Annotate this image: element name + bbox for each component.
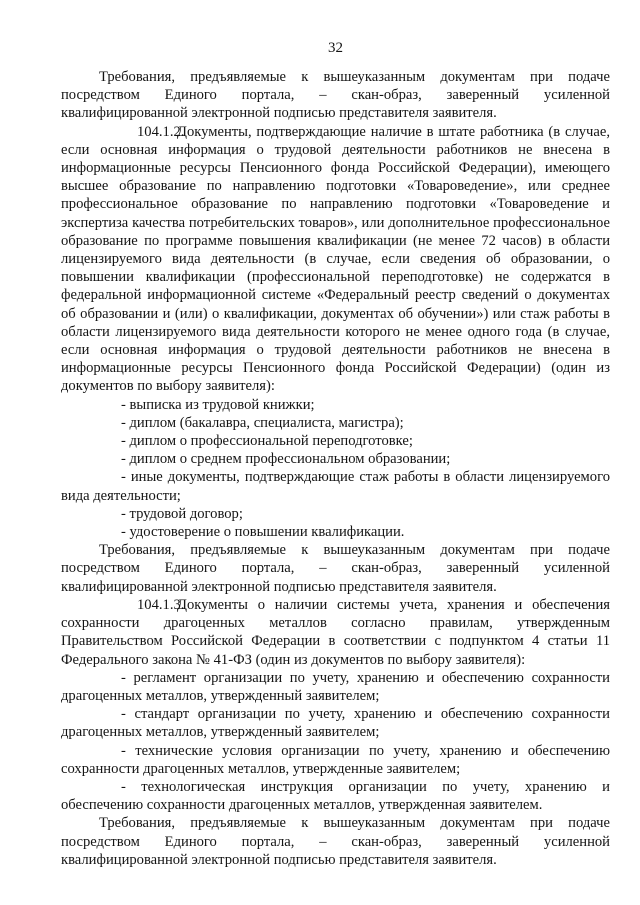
list-item: - выписка из трудовой книжки; (121, 396, 315, 413)
list-item: - технические условия организации по учету, хранению и обеспечению сохранности драгоценных металлов, утвержденные заявителем; (61, 742, 610, 777)
list-item: - диплом о профессиональной переподготовке; (121, 433, 413, 450)
clause-number: 104.1.3. (137, 596, 185, 613)
list-item: - стандарт организации по учету, хранению и обеспечению сохранности драгоценных металлов, утвержденный заявителем; (61, 706, 610, 741)
list-item: - регламент организации по учету, хранению и обеспечению сохранности драгоценных металлов, утвержденный заявителем; (61, 669, 610, 704)
clause-text: Документы о наличии системы учета, хранения и обеспечения сохранности драгоценных металлов согласно правилам, утвержденным Правительством Российской Федерации в соответствии с подпунктом 4 статьи 11 Федерального закона № 41-ФЗ (один из документов по выбору заявителя): (61, 596, 610, 668)
list-item: - иные документы, подтверждающие стаж работы в области лицензируемого вида деятельности; (61, 469, 610, 504)
clause-paragraph (61, 596, 610, 669)
requirements-paragraph: Требования, предъявляемые к вышеуказанным документам при подаче посредством Единого портала, – скан-образ, заверенный усиленной квалифицированной электронной подписью представителя заявителя. (61, 542, 610, 595)
list-item: - технологическая инструкция организации по учету, хранению и обеспечению сохранности драгоценных металлов, утвержденная заявителем. (61, 778, 610, 814)
requirements-paragraph: Требования, предъявляемые к вышеуказанным документам при подаче посредством Единого портала, – скан-образ, заверенный усиленной квалифицированной электронной подписью представителя заявителя. (61, 69, 610, 122)
list-item: - удостоверение о повышении квалификации. (121, 524, 405, 541)
list-item: - диплом (бакалавра, специалиста, магистра); (121, 414, 404, 431)
requirements-paragraph: Требования, предъявляемые к вышеуказанным документам при подаче посредством Единого портала, – скан-образ, заверенный усиленной квалифицированной электронной подписью представителя заявителя. (61, 815, 610, 868)
list-item: - трудовой договор; (121, 505, 243, 522)
page-number: 32 (328, 40, 343, 56)
clause-paragraph (61, 123, 610, 396)
clause-text: Документы, подтверждающие наличие в штате работника (в случае, если основная информация о трудовой деятельности работников не внесена в информационные ресурсы Пенсионного фонда Российской Федерации), имеющего высшее образование по направлению подготовки «Товароведение», или среднее профессиональное образование по направлению подготовки «Товароведение и экспертиза качества потребительских товаров», или дополнительное профессиональное образование по программе повышения квалификации (не менее 72 часов) в области лицензируемого вида деятельности (в случае, если сведения об образовании, о повышении квалификации (профессиональной переподготовке) не содержатся в федеральной информационной системе «Федеральный реестр сведений о документах об образовании и (или) о квалификации, документах об обучении») или стаж работы в области лицензируемого вида деятельности которого не менее одного года (в случае, если основная информация о трудовой деятельности работников не внесена в информационные ресурсы Пенсионного фонда Российской Федерации) (один из документов по выбору заявителя): (61, 123, 610, 395)
clause-number: 104.1.2. (137, 123, 185, 140)
list-item: - диплом о среднем профессиональном образовании; (121, 451, 451, 468)
document-body (61, 68, 610, 869)
